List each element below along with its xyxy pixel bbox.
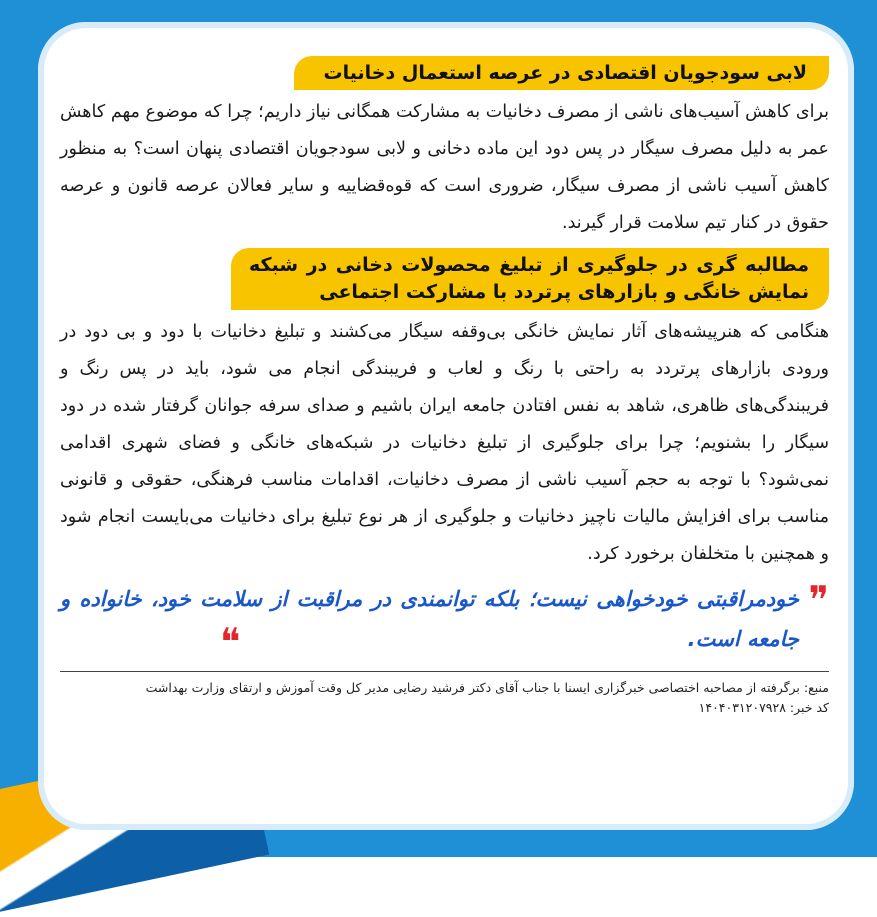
quote-text: خودمراقبتی خودخواهی نیست؛ بلکه توانمندی در مراقبت از سلامت خود، خانواده و جامعه است. (60, 587, 799, 651)
section1-heading: لابی سودجویان اقتصادی در عرصه استعمال دخانیات (294, 56, 829, 90)
quote-close-icon: ❝ (220, 620, 241, 664)
article-content (60, 50, 829, 718)
section2-heading: مطالبه گری در جلوگیری از تبلیغ محصولات دخانی در شبکه نمایش خانگی و بازارهای پرتردد با مشارکت اجتماعی (231, 248, 829, 310)
quote-open-icon: ❞ (808, 578, 829, 622)
highlight-quote (60, 578, 829, 664)
section2-body: هنگامی که هنرپیشه‌های آثار نمایش خانگی بی‌وقفه سیگار می‌کشند و تبلیغ دخانیات با دود و بی دود در ورودی بازارهای پرتردد به راحتی با رنگ و لعاب و فریبندگی انجام می شود، باید در پس رنگ و فریبندگی‌های ظاهری، شاهد به نفس افتادن جامعه ایران باشیم و صدای سرفه جوانان گرفتار شده در دود سیگار را بشنویم؛ چرا برای جلوگیری از تبلیغ دخانیات در شبکه‌های خانگی و فضای شهری اقدامی نمی‌شود؟ با توجه به حجم آسیب ناشی از مصرف دخانیات، اقدامات مناسب فرهنگی، حقوقی و قانونی مناسب برای افزایش مالیات ناچیز دخانیات و جلوگیری از هر نوع تبلیغ برای دخانیات می‌بایست انجام شود و همچنین با متخلفان برخورد کرد. (60, 322, 829, 564)
section1-body: برای کاهش آسیب‌های ناشی از مصرف دخانیات به مشارکت همگانی نیاز داریم؛ چرا که موضوع مهم کاهش عمر به دلیل مصرف سیگار در پس دود این ماده دخانی و لابی سودجویان اقتصادی پنهان است؟ به منظور کاهش آسیب ناشی از مصرف سیگار، ضروری است که قوه‌قضاییه و سایر فعالان عرصه قانون و عرصه حقوق در کنار تیم سلامت قرار گیرند. (60, 102, 829, 233)
news-code: کد خبر: ۱۴۰۴۰۳۱۲۰۷۹۲۸ (698, 700, 829, 715)
source-line: منبع: برگرفته از مصاحبه اختصاصی خبرگزاری ایسنا با جناب آقای دکتر فرشید رضایی مدیر کل وقت آموزش و ارتقای وزارت بهداشت (145, 680, 829, 695)
divider (60, 671, 829, 672)
